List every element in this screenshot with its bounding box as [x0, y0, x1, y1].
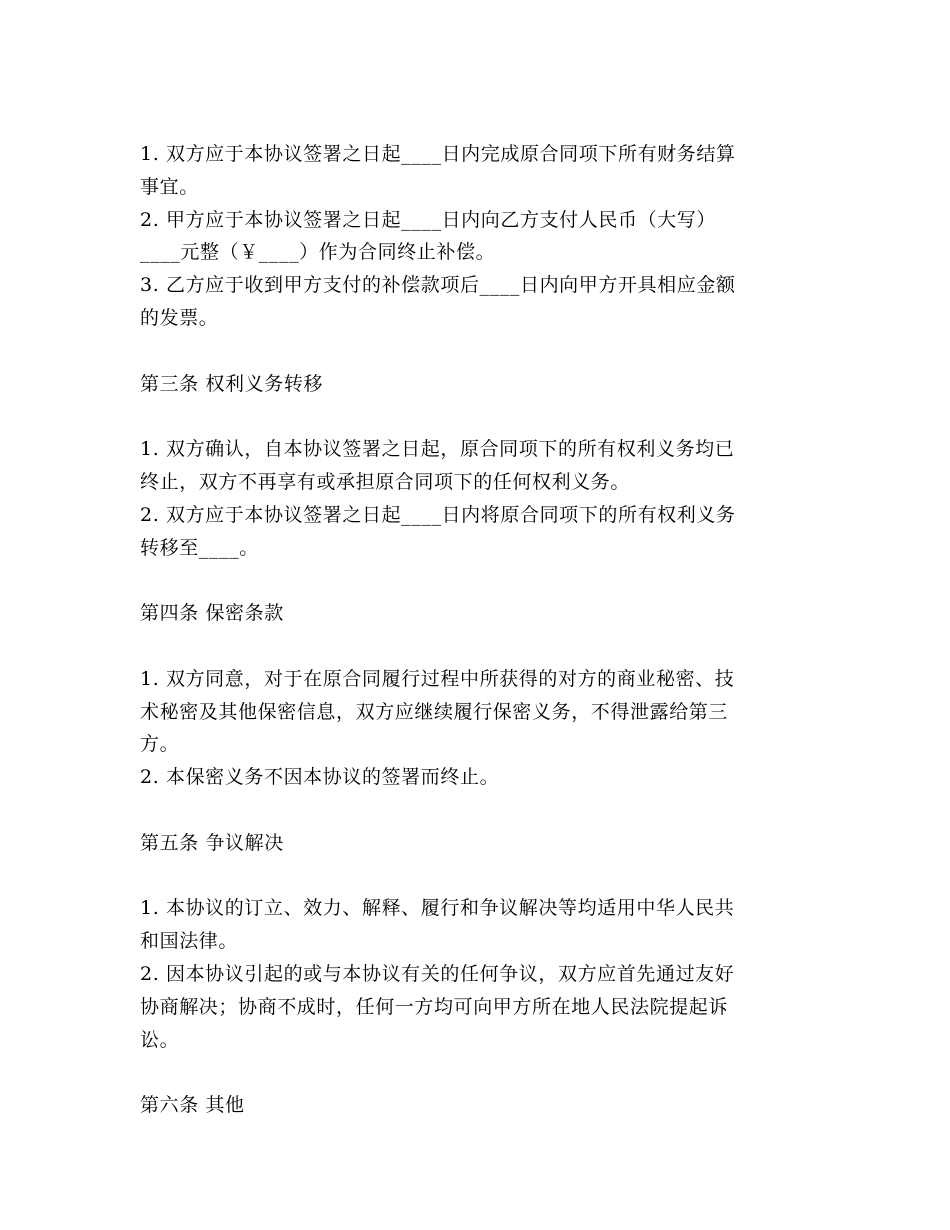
body-text-line: 1. 本协议的订立、效力、解释、履行和争议解决等均适用中华人民共	[140, 897, 735, 920]
body-text-line: 2. 双方应于本协议签署之日起____日内将原合同项下的所有权利义务	[140, 503, 736, 526]
body-text-line: 2. 甲方应于本协议签署之日起____日内向乙方支付人民币（大写）	[140, 208, 716, 231]
paragraph-gap	[140, 400, 808, 433]
body-text-line: 术秘密及其他保密信息，双方应继续履行保密义务，不得泄露给第三	[140, 700, 729, 723]
body-text-line: 2. 因本协议引起的或与本协议有关的任何争议，双方应首先通过友好	[140, 962, 735, 985]
body-text-line: 的发票。	[140, 306, 219, 329]
body-text-line: 1. 双方应于本协议签署之日起____日内完成原合同项下所有财务结算	[140, 143, 736, 165]
body-text-line: 转移至____。	[140, 536, 259, 559]
body-text-line: 方。	[140, 733, 180, 756]
body-text-line: 事宜。	[140, 175, 199, 198]
section-heading: 第三条 权利义务转移	[140, 372, 324, 395]
body-text-line: 讼。	[140, 1028, 180, 1051]
paragraph-gap	[140, 860, 808, 893]
section-heading: 第五条 争议解决	[140, 831, 284, 854]
body-text-line: 终止，双方不再享有或承担原合同项下的任何权利义务。	[140, 470, 631, 493]
paragraph-gap	[140, 794, 808, 827]
document-page	[140, 138, 808, 1122]
body-text-line: 1. 双方同意，对于在原合同履行过程中所获得的对方的商业秘密、技	[140, 667, 735, 690]
paragraph-gap	[140, 564, 808, 597]
body-text-line: 3. 乙方应于收到甲方支付的补偿款项后____日内向甲方开具相应金额	[140, 274, 736, 297]
body-text-line: 2. 本保密义务不因本协议的签署而终止。	[140, 766, 500, 789]
section-heading: 第六条 其他	[140, 1094, 245, 1117]
body-text-line: 协商解决；协商不成时，任何一方均可向甲方所在地人民法院提起诉	[140, 995, 729, 1018]
paragraph-gap	[140, 1056, 808, 1089]
body-text-line: 1. 双方确认，自本协议签署之日起，原合同项下的所有权利义务均已	[140, 438, 735, 461]
paragraph-gap	[140, 335, 808, 368]
body-text-line: ____元整（￥____）作为合同终止补偿。	[140, 241, 496, 264]
section-heading: 第四条 保密条款	[140, 602, 284, 625]
body-text-line: 和国法律。	[140, 930, 239, 953]
paragraph-gap	[140, 630, 808, 663]
